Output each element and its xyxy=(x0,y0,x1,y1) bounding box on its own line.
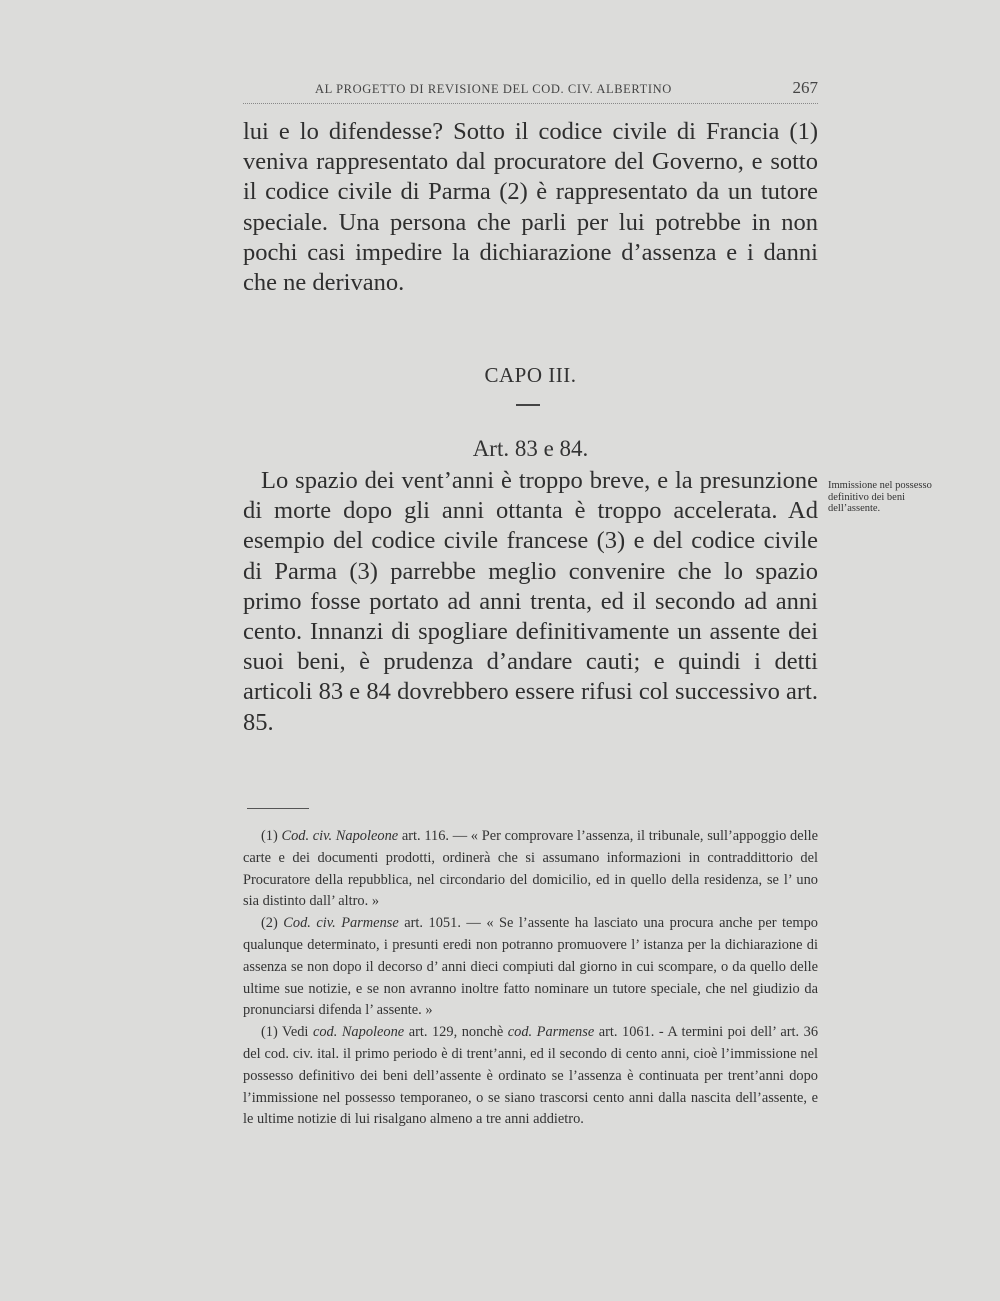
chapter-heading: CAPO III. xyxy=(484,363,577,387)
page-number: 267 xyxy=(792,78,818,97)
footnote-mark: (2) xyxy=(261,915,278,932)
footnote-3 xyxy=(243,1022,818,1131)
header-rule xyxy=(243,103,818,104)
intro-block xyxy=(243,117,818,298)
article-title: Art. 83 e 84. xyxy=(472,436,589,461)
footnote-text: art. 116. — « Per comprovare l’assenza, il tribunale, sull’appoggio delle carte e dei documenti prodotti, ordinerà che si assumano informazioni in contraddittorio del Procuratore della repubblica, nel circondario del domicilio, ed in quello della residenza, se l’ uno sia distinto dall’ altro. » xyxy=(243,828,819,910)
footnote-mark: (1) xyxy=(261,828,278,844)
article-block xyxy=(243,466,818,738)
chapter-dash xyxy=(516,404,540,406)
footnote-mark: (1) xyxy=(261,1024,278,1041)
intro-paragraph: lui e lo difendesse? Sotto il codice civile di Francia (1) veniva rappresentato dal procuratore del Governo, e sotto il codice civile di Parma (2) è rappresentato da un tutore speciale. Una persona che parli per lui potrebbe in non pochi casi impedire la dichiarazione d’assenza e i danni che ne derivano. xyxy=(243,118,818,297)
footnote-1 xyxy=(243,826,818,913)
footnote-rule xyxy=(247,808,309,809)
footnote-text: art. 129, nonchè xyxy=(404,1024,508,1041)
footnote-source: Cod. civ. Napoleone xyxy=(281,828,399,844)
running-title: AL PROGETTO DI REVISIONE DEL COD. CIV. ALBERTINO xyxy=(315,82,672,96)
footnote-text: art. 1061. - A termini poi dell’ art. 36 del cod. civ. ital. il primo periodo è di trent’anni, ed il secondo di cento anni, cioè l’immissione nel possesso definitivo dei beni dell’assente è ordinato se l’assenza è continuata per trent’anni dopo l’immissione nel possesso temporaneo, o se siano trascorsi cento anni dalla nascita dell’assente, e le ultime notizie di lui risalgano almeno a tre anni addietro. xyxy=(243,1024,819,1128)
footnote-2 xyxy=(243,913,818,1022)
footnote-source: cod. Napoleone xyxy=(312,1024,405,1041)
margin-note: Immissione nel possesso definitivo dei beni dell’assente. xyxy=(828,480,932,514)
footnote-text: art. 1051. — « Se l’assente ha lasciato una procura anche per tempo qualunque determinato, i presunti eredi non potranno promuovere l’ istanza per la dichiarazione di assenza se non dopo il decorso d’ anni dieci compiuti dal giorno in cui scompare, o da quello delle ultime sue notizie, e se non avranno inoltre fatto nominare un tutore speciale, che nel giudizio da pronunciarsi difenda l’ assente. » xyxy=(243,915,818,1019)
article-paragraph: Lo spazio dei vent’anni è troppo breve, e la presunzione di morte dopo gli anni ottanta è troppo accelerata. Ad esempio del codice civile francese (3) e del codice civile di Parma (3) parrebbe meglio convenire che lo spazio primo fosse portato ad anni trenta, ed il secondo ad anni cento. Innanzi di spogliare definitivamente un assente dei suoi beni, è prudenza d’andare cauti; e quindi i detti articoli 83 e 84 dovrebbero essere rifusi col successivo art. 85. xyxy=(243,467,818,736)
footnote-source-2: cod. Parmense xyxy=(507,1024,595,1041)
footnotes xyxy=(243,826,818,1131)
footnote-text: Vedi xyxy=(277,1024,313,1041)
footnote-source: Cod. civ. Parmense xyxy=(283,915,399,932)
